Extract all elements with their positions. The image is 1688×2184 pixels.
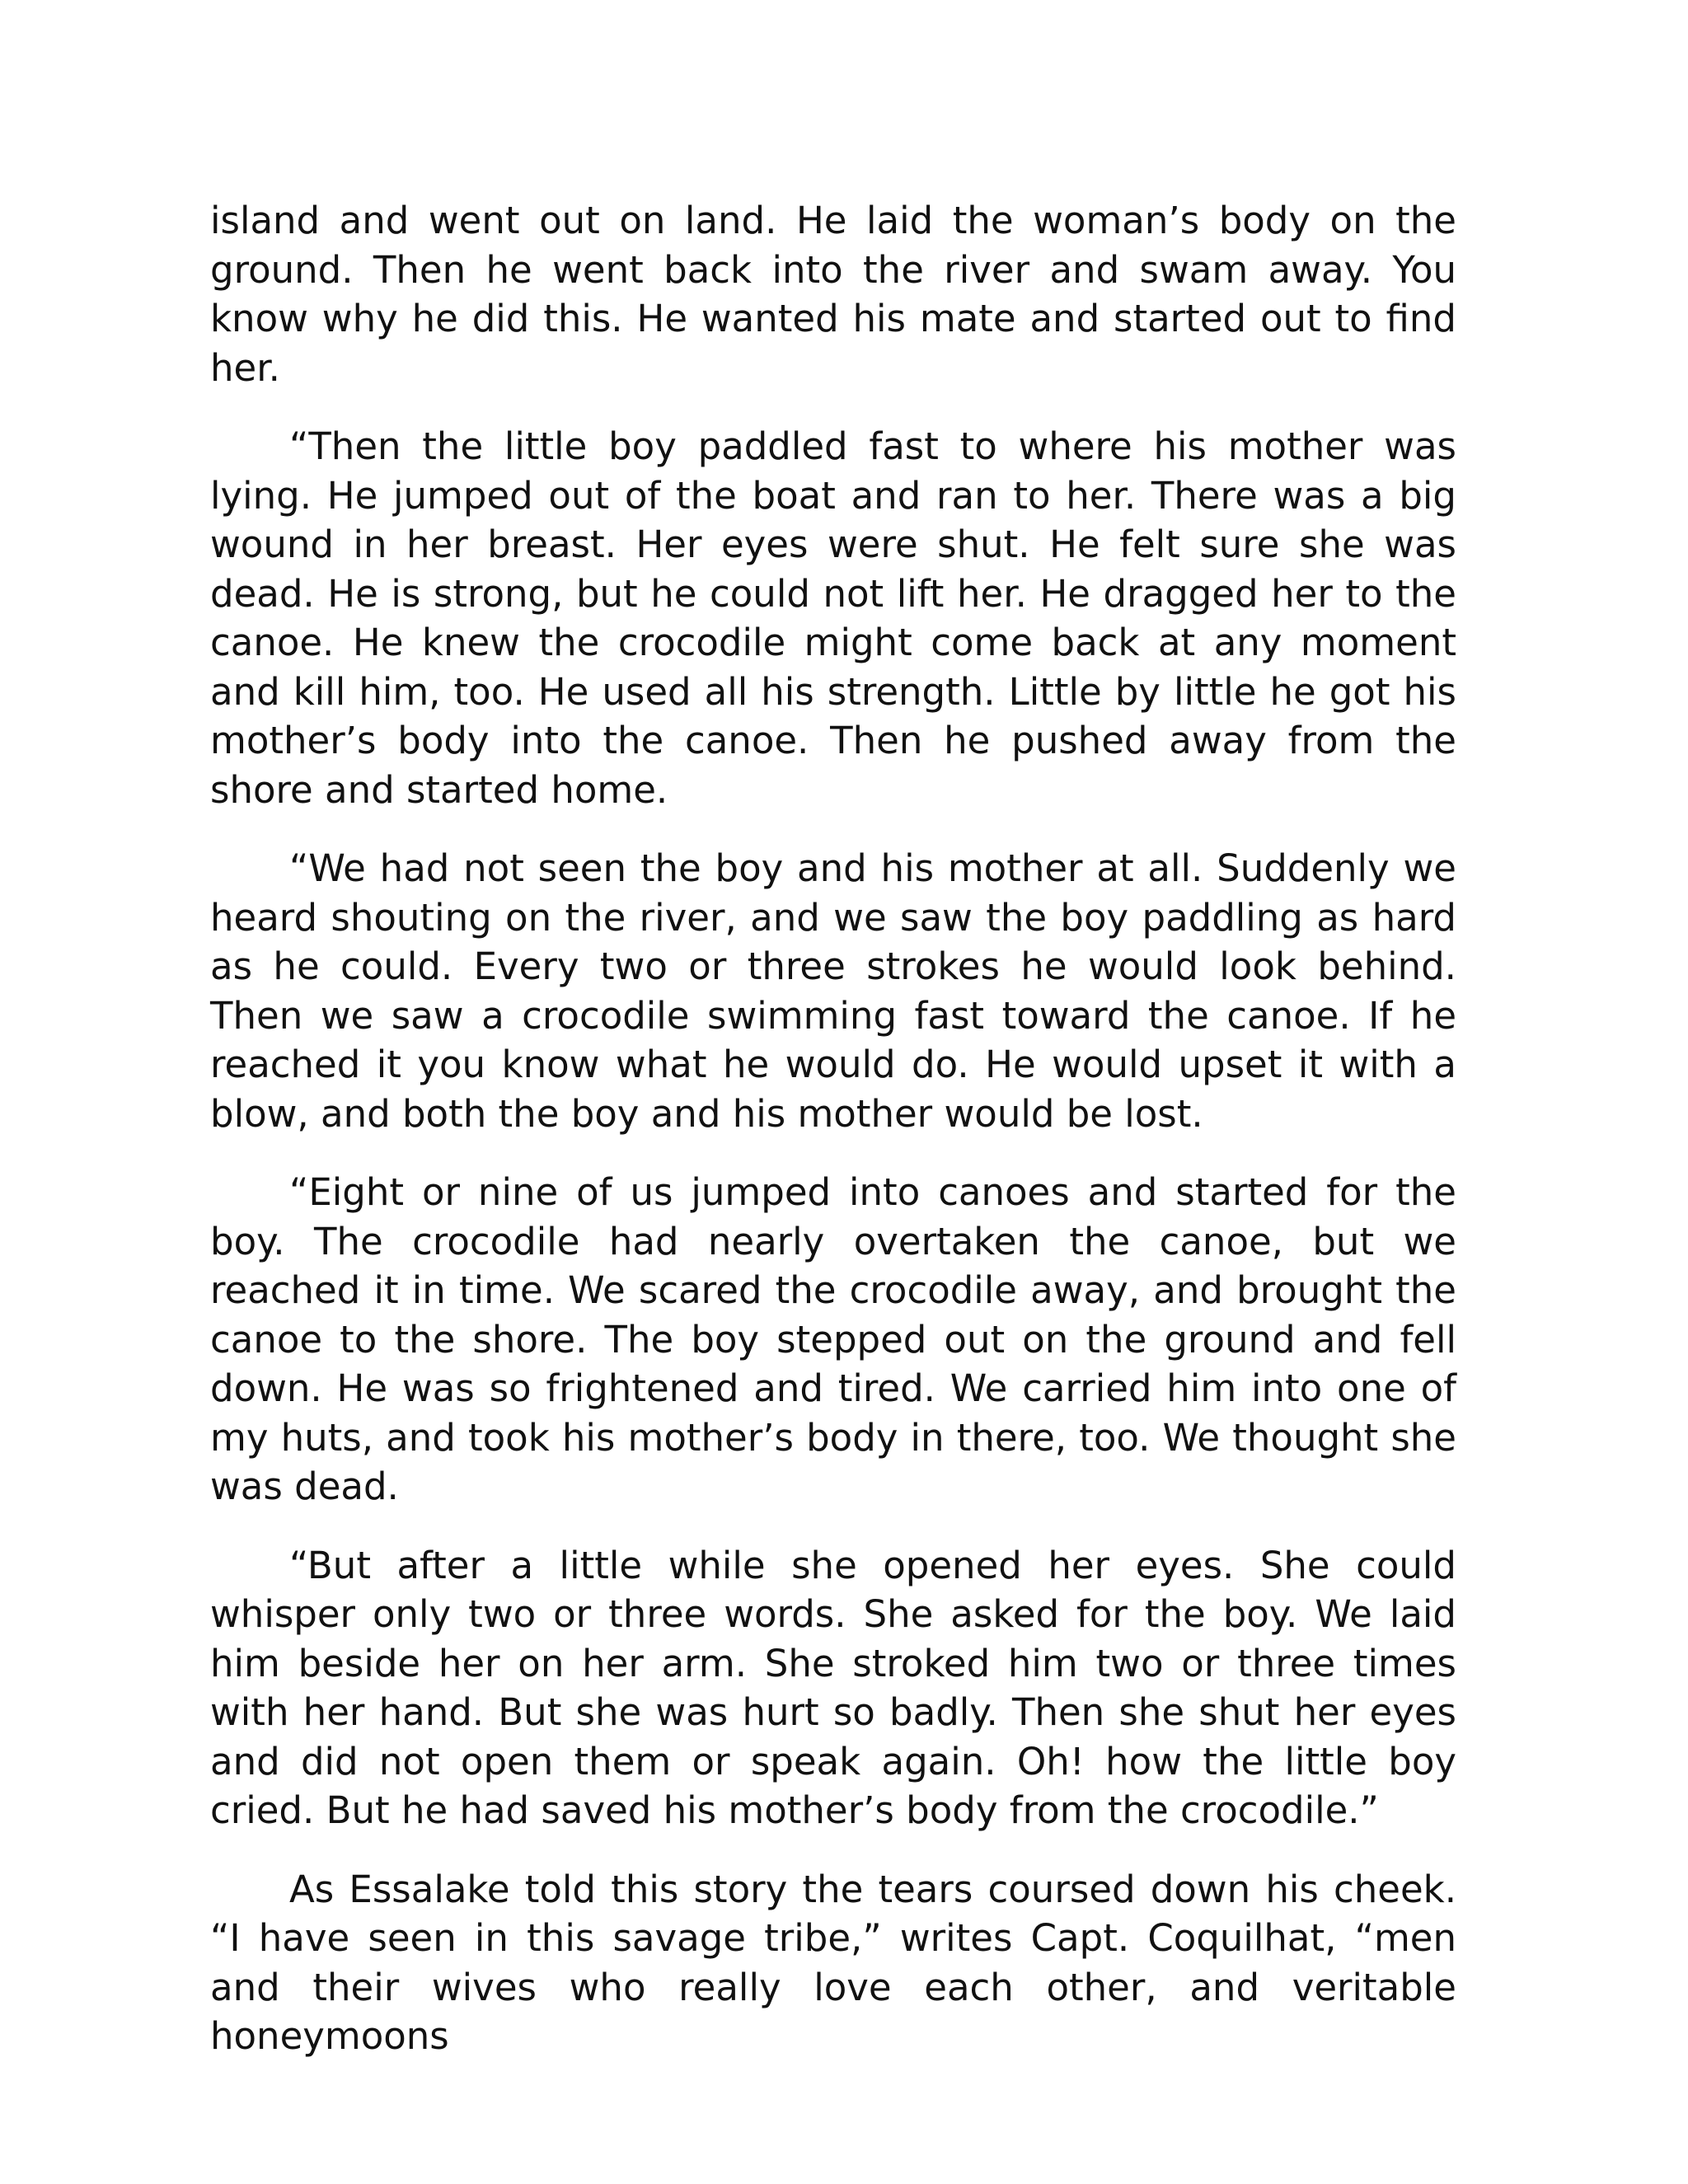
paragraph-5: “But after a little while she opened her eyes. She could whisper only two or three words. She asked for the boy. We laid him beside her on her arm. She stroked him two or three times with her hand. But she was hurt so badly. Then she shut her eyes and did not open them or speak again. Oh! how the little boy cried. But he had saved his mother’s body from the crocodile.”	[210, 1543, 1456, 1832]
document-page	[210, 196, 1456, 2091]
paragraph-4: “Eight or nine of us jumped into canoes and started for the boy. The crocodile had nearly overtaken the canoe, but we reached it in time. We scared the crocodile away, and brought the canoe to the shore. The boy stepped out on the ground and fell down. He was so frightened and tired. We carried him into one of my huts, and took his mother’s body in there, too. We thought she was dead.	[210, 1170, 1456, 1508]
paragraph-3: “We had not seen the boy and his mother at all. Suddenly we heard shouting on the river, and we saw the boy paddling as hard as he could. Every two or three strokes he would look behind. Then we saw a crocodile swimming fast toward the canoe. If he reached it you know what he would do. He would upset it with a blow, and both the boy and his mother would be lost.	[210, 846, 1456, 1136]
paragraph-2: “Then the little boy paddled fast to where his mother was lying. He jumped out of the boat and ran to her. There was a big wound in her breast. Her eyes were shut. He felt sure she was dead. He is strong, but he could not lift her. He dragged her to the canoe. He knew the crocodile might come back at any moment and kill him, too. He used all his strength. Little by little he got his mother’s body into the canoe. Then he pushed away from the shore and started home.	[210, 424, 1456, 812]
paragraph-6: As Essalake told this story the tears coursed down his cheek. “I have seen in this savage tribe,” writes Capt. Coquilhat, “men and their wives who really love each other, and veritable honeymoons	[210, 1867, 1456, 2058]
paragraph-1: island and went out on land. He laid the woman’s body on the ground. Then he went back into the river and swam away. You know why he did this. He wanted his mate and started out to find her.	[210, 199, 1456, 390]
